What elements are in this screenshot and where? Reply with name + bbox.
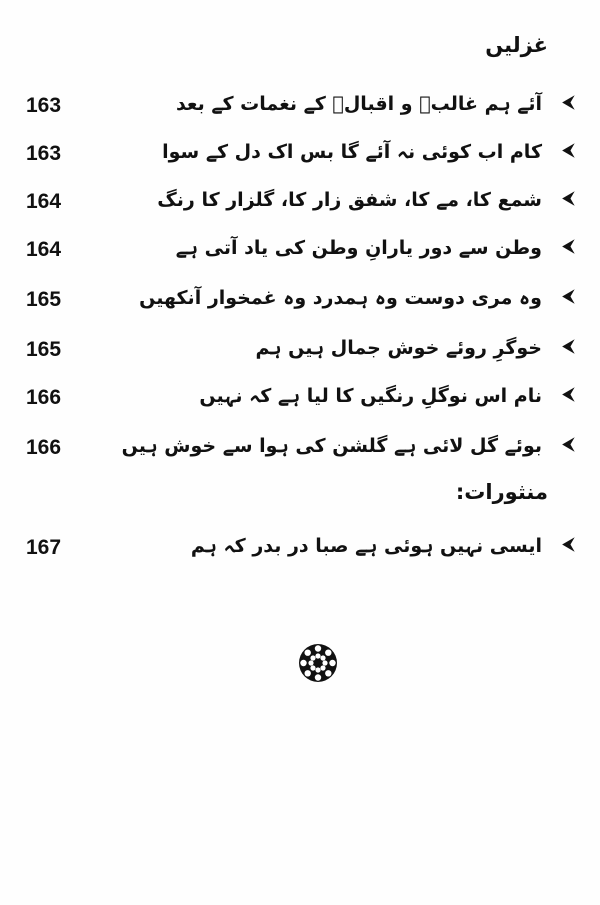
entry-title: خوگرِ روئے خوش جمال ہیں ہم [255, 337, 542, 359]
page-number: 163 [26, 142, 62, 165]
page-number: 165 [26, 338, 62, 361]
toc-entry [0, 284, 600, 314]
toc-entry [0, 532, 600, 562]
page-number: 166 [26, 436, 62, 459]
toc-entry [0, 432, 600, 462]
toc-entry [0, 334, 600, 364]
toc-entry [0, 186, 600, 216]
page-number: 164 [26, 190, 62, 213]
page-number: 167 [26, 536, 62, 559]
bullet-arrow-icon: ⮜ [562, 534, 574, 553]
entry-title: شمع کا، مے کا، شفق زار کا، گلزار کا رنگ [157, 189, 542, 211]
page-number: 165 [26, 288, 62, 311]
page-number: 166 [26, 386, 62, 409]
page-number: 163 [26, 94, 62, 117]
entry-title: کام اب کوئی نہ آئے گا بس اک دل کے سوا [162, 141, 542, 163]
bullet-arrow-icon: ⮜ [562, 336, 574, 355]
section-heading-ghazals: غزلیں [485, 33, 548, 57]
bullet-arrow-icon: ⮜ [562, 286, 574, 305]
bullet-arrow-icon: ⮜ [562, 140, 574, 159]
bullet-arrow-icon: ⮜ [562, 236, 574, 255]
entry-title: وہ مری دوست وہ ہمدرد وہ غمخوار آنکھیں [139, 287, 542, 309]
entry-title: وطن سے دور یارانِ وطن کی یاد آتی ہے [175, 237, 542, 259]
toc-entry [0, 234, 600, 264]
entry-title: ایسی نہیں ہوئی ہے صبا در بدر کہ ہم [190, 535, 542, 557]
entry-title: آئے ہم غالبؔ و اقبالؔ کے نغمات کے بعد [175, 93, 542, 115]
page-number: 164 [26, 238, 62, 261]
toc-entry [0, 382, 600, 412]
entry-title: نام اس نوگلِ رنگیں کا لیا ہے کہ نہیں [199, 385, 542, 407]
section-heading-prose: منثورات: [455, 480, 548, 504]
bullet-arrow-icon: ⮜ [562, 384, 574, 403]
floral-rosette-icon [298, 643, 338, 683]
bullet-arrow-icon: ⮜ [562, 434, 574, 453]
toc-entry [0, 90, 600, 120]
bullet-arrow-icon: ⮜ [562, 92, 574, 111]
bullet-arrow-icon: ⮜ [562, 188, 574, 207]
toc-entry [0, 138, 600, 168]
entry-title: بوئے گل لائی ہے گلشن کی ہوا سے خوش ہیں [121, 435, 542, 457]
